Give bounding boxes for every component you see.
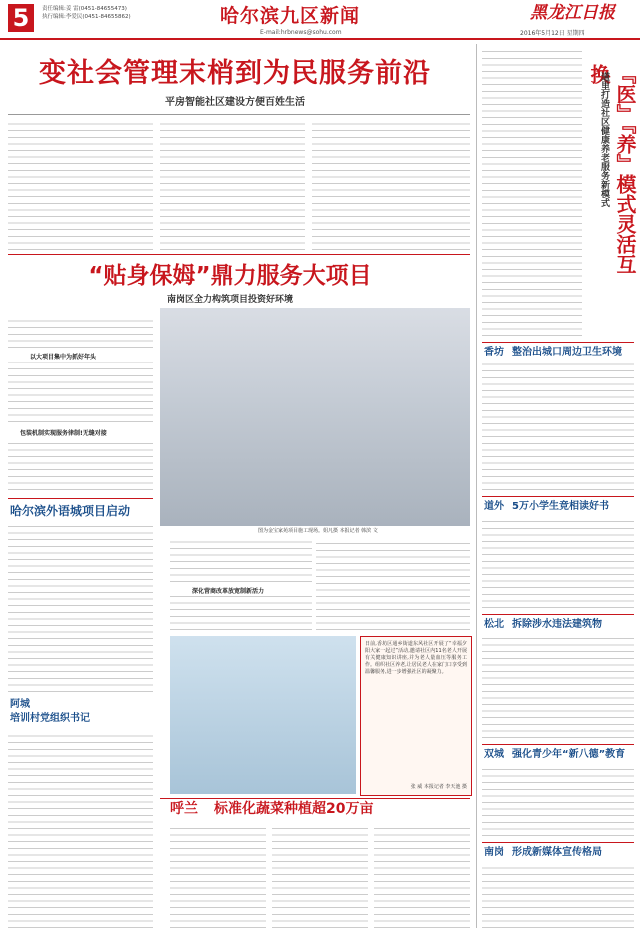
brief-title-xiangfang: 整治出城口周边卫生环境 bbox=[512, 347, 622, 358]
brief-head-songbei: 松北 bbox=[484, 619, 504, 630]
page-number: 5 bbox=[8, 4, 34, 32]
brief-body-nangang bbox=[482, 862, 634, 928]
lead-body-col-2 bbox=[160, 118, 305, 250]
divider bbox=[8, 498, 153, 499]
health-event-photo bbox=[170, 636, 356, 794]
vertical-title-big: 『医』『养』模式灵活互换 bbox=[587, 64, 637, 274]
photo-note-box bbox=[360, 636, 472, 796]
brief-head-daowai: 道外 bbox=[484, 501, 504, 512]
divider bbox=[160, 798, 470, 799]
brief-title-nangang: 形成新媒体宣传格局 bbox=[512, 847, 602, 858]
story2-subhead-2: 包装机制实现服务律制!无缝对接 bbox=[20, 430, 107, 437]
bottom-left-headline: 哈尔滨外语城项目启动 bbox=[10, 504, 131, 518]
story2-subhead-3: 深化营商改革放宽制新活力 bbox=[192, 588, 265, 595]
brief-body-shuangcheng bbox=[482, 764, 634, 836]
photo-caption: 图为金宝家苑项目施工现场。姐凡摄 本报记者 韩滨 文 bbox=[258, 528, 378, 534]
photo-note-credit: 张 威 本报记者 李天池 摄 bbox=[410, 784, 467, 790]
right-vertical-title bbox=[586, 64, 638, 274]
photo-note-text: 日前,香坊区通乡街道东风社区开展了“幸福夕阳大家一起过”活动,邀请社区内11名老人开展有关健康知识讲座,并为老人量血压等服务工作。组织社区养老,让居民老人在家门口享受到温馨服务,进一步增强社区的凝聚力。 bbox=[365, 641, 467, 675]
lead-body-col-1 bbox=[8, 118, 153, 250]
editor-info bbox=[42, 5, 192, 21]
divider bbox=[482, 744, 634, 745]
brief-title-songbei: 拆除涉水违法建筑物 bbox=[512, 619, 602, 630]
issue-date: 2016年5月12日 星期四 bbox=[520, 30, 585, 37]
divider bbox=[8, 114, 470, 115]
divider bbox=[482, 842, 634, 843]
section-email: E-mail:hrbnews@sohu.com bbox=[260, 29, 342, 36]
bottom-body-col-2 bbox=[272, 824, 368, 928]
lead-body-col-3 bbox=[312, 118, 470, 250]
brief-body-songbei bbox=[482, 634, 634, 738]
brief-title-daowai: 5万小学生竞相读好书 bbox=[512, 501, 609, 512]
brief-title-shuangcheng: 强化青少年“新八德”教育 bbox=[512, 749, 626, 760]
brief-body-daowai bbox=[482, 516, 634, 608]
brief-head-xiangfang: 香坊 bbox=[484, 347, 504, 358]
layout-line: 执行编辑:李爱民(0451-84655862) bbox=[42, 14, 131, 20]
bottom-headline: 标准化蔬菜种植超20万亩 bbox=[214, 801, 374, 817]
header-rule bbox=[0, 38, 640, 40]
column-divider bbox=[476, 44, 477, 928]
story2-col-1a bbox=[8, 362, 153, 422]
story2-col-2 bbox=[170, 538, 312, 582]
story2-col-1b bbox=[8, 438, 153, 490]
story2-col-3 bbox=[316, 538, 470, 630]
brief-body-xiangfang bbox=[482, 362, 634, 490]
brief-head-nangang: 南岗 bbox=[484, 847, 504, 858]
bottom-body-col-3 bbox=[374, 824, 470, 928]
bottom-left-body bbox=[8, 522, 153, 692]
newspaper-logo: 黑龙江日报 bbox=[530, 3, 615, 23]
story2-headline: “贴身保姆”鼎力服务大项目 bbox=[88, 263, 372, 289]
divider bbox=[482, 342, 634, 343]
divider bbox=[482, 614, 634, 615]
construction-photo bbox=[160, 308, 470, 526]
bottom-body-col-1 bbox=[170, 824, 266, 928]
story2-subhead-1: 以大项目集中为抓好年头 bbox=[30, 354, 97, 361]
editor-line: 责任编辑:姜 雷(0451-84655473) bbox=[42, 6, 127, 12]
bottom-kicker: 呼兰 bbox=[170, 801, 198, 817]
divider bbox=[482, 496, 634, 497]
divider bbox=[8, 254, 470, 255]
acheng-body bbox=[8, 730, 153, 928]
story2-intro bbox=[8, 318, 153, 348]
lead-headline: 变社会管理末梢到为民服务前沿 bbox=[39, 58, 431, 89]
story2-subheadline: 南岗区全力构筑项目投资好环境 bbox=[166, 295, 293, 305]
page-header bbox=[0, 0, 640, 38]
right-lead-body bbox=[482, 46, 582, 336]
section-title: 哈尔滨九区新闻 bbox=[220, 5, 361, 27]
brief-head-acheng: 阿城 bbox=[10, 699, 30, 710]
lead-subheadline: 平房智能社区建设方便百姓生活 bbox=[165, 97, 305, 108]
brief-title-acheng: 培训村党组织书记 bbox=[10, 713, 90, 724]
vertical-title-small: 道里打造社区健康养老服务新模式 bbox=[599, 72, 609, 207]
story2-col-2b bbox=[170, 596, 312, 630]
brief-head-shuangcheng: 双城 bbox=[484, 749, 504, 760]
